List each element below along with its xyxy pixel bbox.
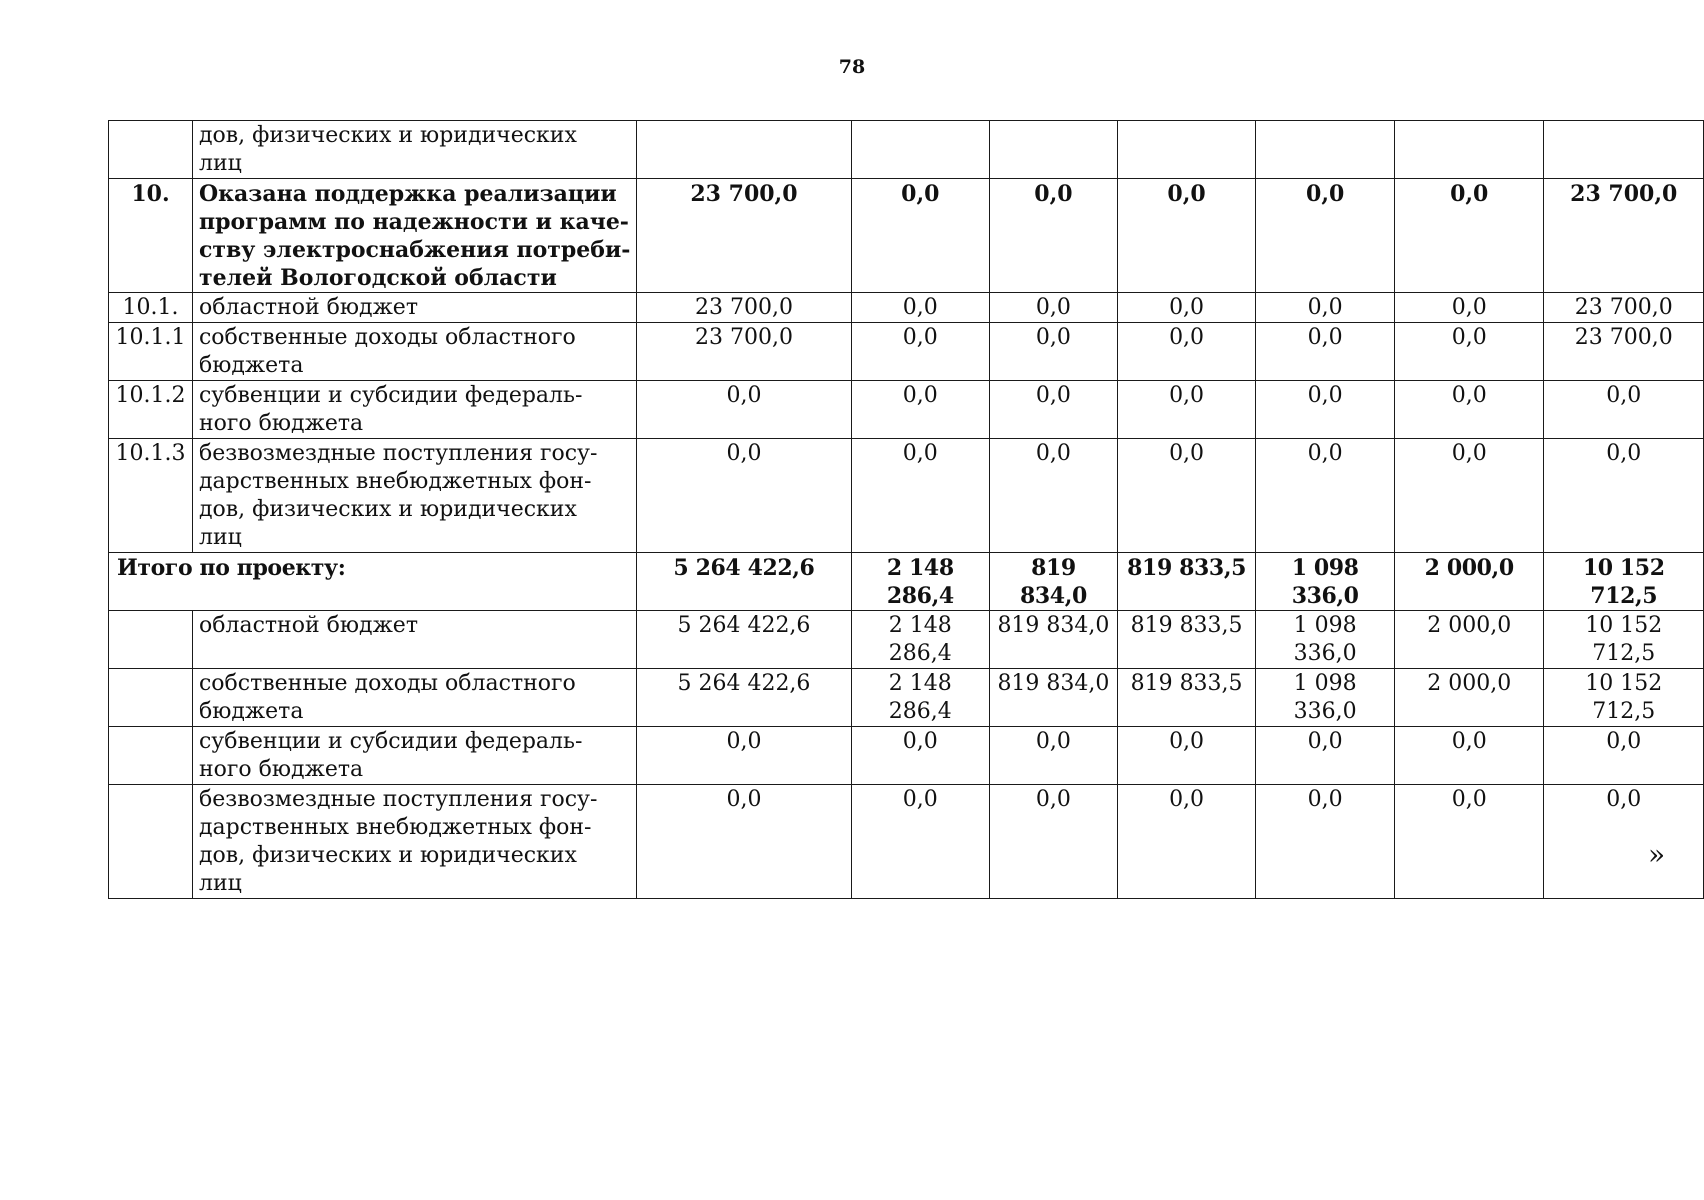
table-row — [109, 439, 1704, 553]
value-cell: 0,0 — [1117, 293, 1256, 323]
value-cell: 23 700,0 — [637, 293, 851, 323]
row-code: 10. — [109, 179, 193, 293]
row-name-line: Оказана поддержка реализации — [198, 181, 617, 207]
value-cell — [1117, 121, 1256, 179]
row-code — [109, 727, 193, 785]
row-name-line: телей Вологодской области — [198, 265, 557, 291]
value-cell: 0,0 — [1394, 179, 1544, 293]
value-cell: 0,0 — [1117, 439, 1256, 553]
value-cell: 0,0 — [1394, 293, 1544, 323]
total-value-cell: 10 152 712,5 — [1544, 553, 1704, 611]
value-cell: 0,0 — [851, 727, 990, 785]
value-cell: 2 148 286,4 — [851, 669, 990, 727]
value-cell: 0,0 — [1394, 381, 1544, 439]
row-name-line: программ по надежности и каче- — [198, 209, 629, 235]
value-cell: 0,0 — [1544, 381, 1704, 439]
value-cell: 0,0 — [990, 323, 1118, 381]
value-cell: 1 098 336,0 — [1256, 669, 1395, 727]
row-code — [109, 121, 193, 179]
value-cell: 0,0 — [1117, 785, 1256, 899]
value-cell: 0,0 — [990, 179, 1118, 293]
row-name-line: ного бюджета — [198, 757, 364, 782]
value-cell: 0,0 — [1256, 785, 1395, 899]
value-cell: 2 148 286,4 — [851, 611, 990, 669]
table-row — [109, 669, 1704, 727]
value-cell: 0,0 — [1256, 179, 1395, 293]
row-name — [192, 381, 636, 439]
value-cell: 10 152 712,5 — [1544, 611, 1704, 669]
value-cell: 0,0 — [637, 381, 851, 439]
table-row — [109, 323, 1704, 381]
row-name-line: субвенции и субсидии федераль- — [198, 729, 583, 754]
total-value-cell: 2 148 286,4 — [851, 553, 990, 611]
row-name-line: субвенции и субсидии федераль- — [198, 383, 583, 408]
total-value-cell: 819 833,5 — [1117, 553, 1256, 611]
row-code: 10.1. — [109, 293, 193, 323]
value-cell: 23 700,0 — [1544, 179, 1704, 293]
value-cell: 0,0 — [1256, 323, 1395, 381]
value-cell: 819 834,0 — [990, 611, 1118, 669]
row-name-line: собственные доходы областного — [198, 671, 576, 696]
value-cell: 0,0 — [1544, 727, 1704, 785]
value-cell: 0,0 — [1117, 381, 1256, 439]
table-body — [109, 121, 1704, 899]
value-cell: 819 833,5 — [1117, 611, 1256, 669]
row-name-line: бюджета — [198, 699, 304, 724]
value-cell — [637, 121, 851, 179]
table-row — [109, 785, 1704, 899]
value-cell: 0,0 — [851, 323, 990, 381]
value-cell: 0,0 — [637, 439, 851, 553]
row-code — [109, 669, 193, 727]
value-cell: 0,0 — [1256, 727, 1395, 785]
value-cell: 0,0 — [1117, 323, 1256, 381]
value-cell: 0,0 — [637, 785, 851, 899]
table-row — [109, 611, 1704, 669]
value-cell: 0,0 — [990, 785, 1118, 899]
total-row — [109, 553, 1704, 611]
table-row — [109, 293, 1704, 323]
value-cell: 0,0 — [990, 439, 1118, 553]
value-cell — [1544, 121, 1704, 179]
row-name-line: дов, физических и юридических — [198, 497, 577, 522]
row-name — [192, 323, 636, 381]
row-name-line: дов, физических и юридических — [198, 843, 577, 868]
value-cell: 0,0 — [990, 381, 1118, 439]
row-code: 10.1.2 — [109, 381, 193, 439]
value-cell: 0,0 — [1256, 439, 1395, 553]
row-name-line: безвозмездные поступления госу- — [198, 441, 598, 466]
table-row — [109, 179, 1704, 293]
value-cell: 23 700,0 — [637, 323, 851, 381]
table-row — [109, 727, 1704, 785]
value-cell: 0,0 — [637, 727, 851, 785]
value-cell: 10 152 712,5 — [1544, 669, 1704, 727]
row-name-line: собственные доходы областного — [198, 325, 576, 350]
value-cell: 0,0 — [851, 785, 990, 899]
total-label: Итого по проекту: — [109, 553, 637, 611]
row-name — [192, 785, 636, 899]
row-name-line: безвозмездные поступления госу- — [198, 787, 598, 812]
value-cell — [990, 121, 1118, 179]
value-cell: 0,0 — [1544, 439, 1704, 553]
table-row — [109, 121, 1704, 179]
value-cell — [851, 121, 990, 179]
value-cell: 0,0 — [1117, 727, 1256, 785]
total-value-cell: 819 834,0 — [990, 553, 1118, 611]
row-name-line: областной бюджет — [198, 613, 418, 638]
value-cell: 819 833,5 — [1117, 669, 1256, 727]
row-name — [192, 611, 636, 669]
value-cell: 2 000,0 — [1394, 611, 1544, 669]
value-cell: 0,0 — [1394, 785, 1544, 899]
value-cell: 0,0 — [1394, 439, 1544, 553]
row-name-line: дарственных внебюджетных фон- — [198, 469, 592, 494]
row-code: 10.1.3 — [109, 439, 193, 553]
row-name-line: дов, физических и юридических — [198, 123, 577, 148]
row-name — [192, 439, 636, 553]
row-code — [109, 611, 193, 669]
value-cell: 5 264 422,6 — [637, 611, 851, 669]
value-cell: 0,0 — [851, 381, 990, 439]
value-cell: 1 098 336,0 — [1256, 611, 1395, 669]
row-code: 10.1.1 — [109, 323, 193, 381]
row-name — [192, 179, 636, 293]
value-cell: 0,0 — [1394, 727, 1544, 785]
total-value-cell: 2 000,0 — [1394, 553, 1544, 611]
value-cell: 819 834,0 — [990, 669, 1118, 727]
total-value-cell: 1 098 336,0 — [1256, 553, 1395, 611]
row-name-line: дарственных внебюджетных фон- — [198, 815, 592, 840]
value-cell: 0,0 — [1256, 293, 1395, 323]
value-cell: 0,0 — [1256, 381, 1395, 439]
row-name — [192, 669, 636, 727]
row-name — [192, 293, 636, 323]
row-name-line: ству электроснабжения потреби- — [198, 237, 631, 263]
row-name-line: бюджета — [198, 353, 304, 378]
value-cell: 23 700,0 — [1544, 293, 1704, 323]
budget-table — [108, 120, 1704, 899]
row-name-line: лиц — [198, 871, 242, 896]
value-cell — [1256, 121, 1395, 179]
value-cell: 5 264 422,6 — [637, 669, 851, 727]
value-cell: 0,0 — [990, 727, 1118, 785]
value-cell: 0,0 — [851, 179, 990, 293]
value-cell: 0,0 — [990, 293, 1118, 323]
value-cell — [1394, 121, 1544, 179]
page-number: 78 — [838, 56, 866, 78]
closing-quote-mark: » — [1648, 838, 1666, 871]
value-cell: 23 700,0 — [1544, 323, 1704, 381]
total-value-cell: 5 264 422,6 — [637, 553, 851, 611]
row-code — [109, 785, 193, 899]
row-name — [192, 121, 636, 179]
value-cell: 0,0 — [1117, 179, 1256, 293]
row-name-line: лиц — [198, 151, 242, 176]
value-cell: 23 700,0 — [637, 179, 851, 293]
value-cell: 2 000,0 — [1394, 669, 1544, 727]
row-name — [192, 727, 636, 785]
row-name-line: лиц — [198, 525, 242, 550]
row-name-line: ного бюджета — [198, 411, 364, 436]
value-cell: 0,0 — [1394, 323, 1544, 381]
row-name-line: областной бюджет — [198, 295, 418, 320]
value-cell: 0,0 — [851, 439, 990, 553]
value-cell: 0,0 — [1544, 785, 1704, 899]
table-row — [109, 381, 1704, 439]
value-cell: 0,0 — [851, 293, 990, 323]
